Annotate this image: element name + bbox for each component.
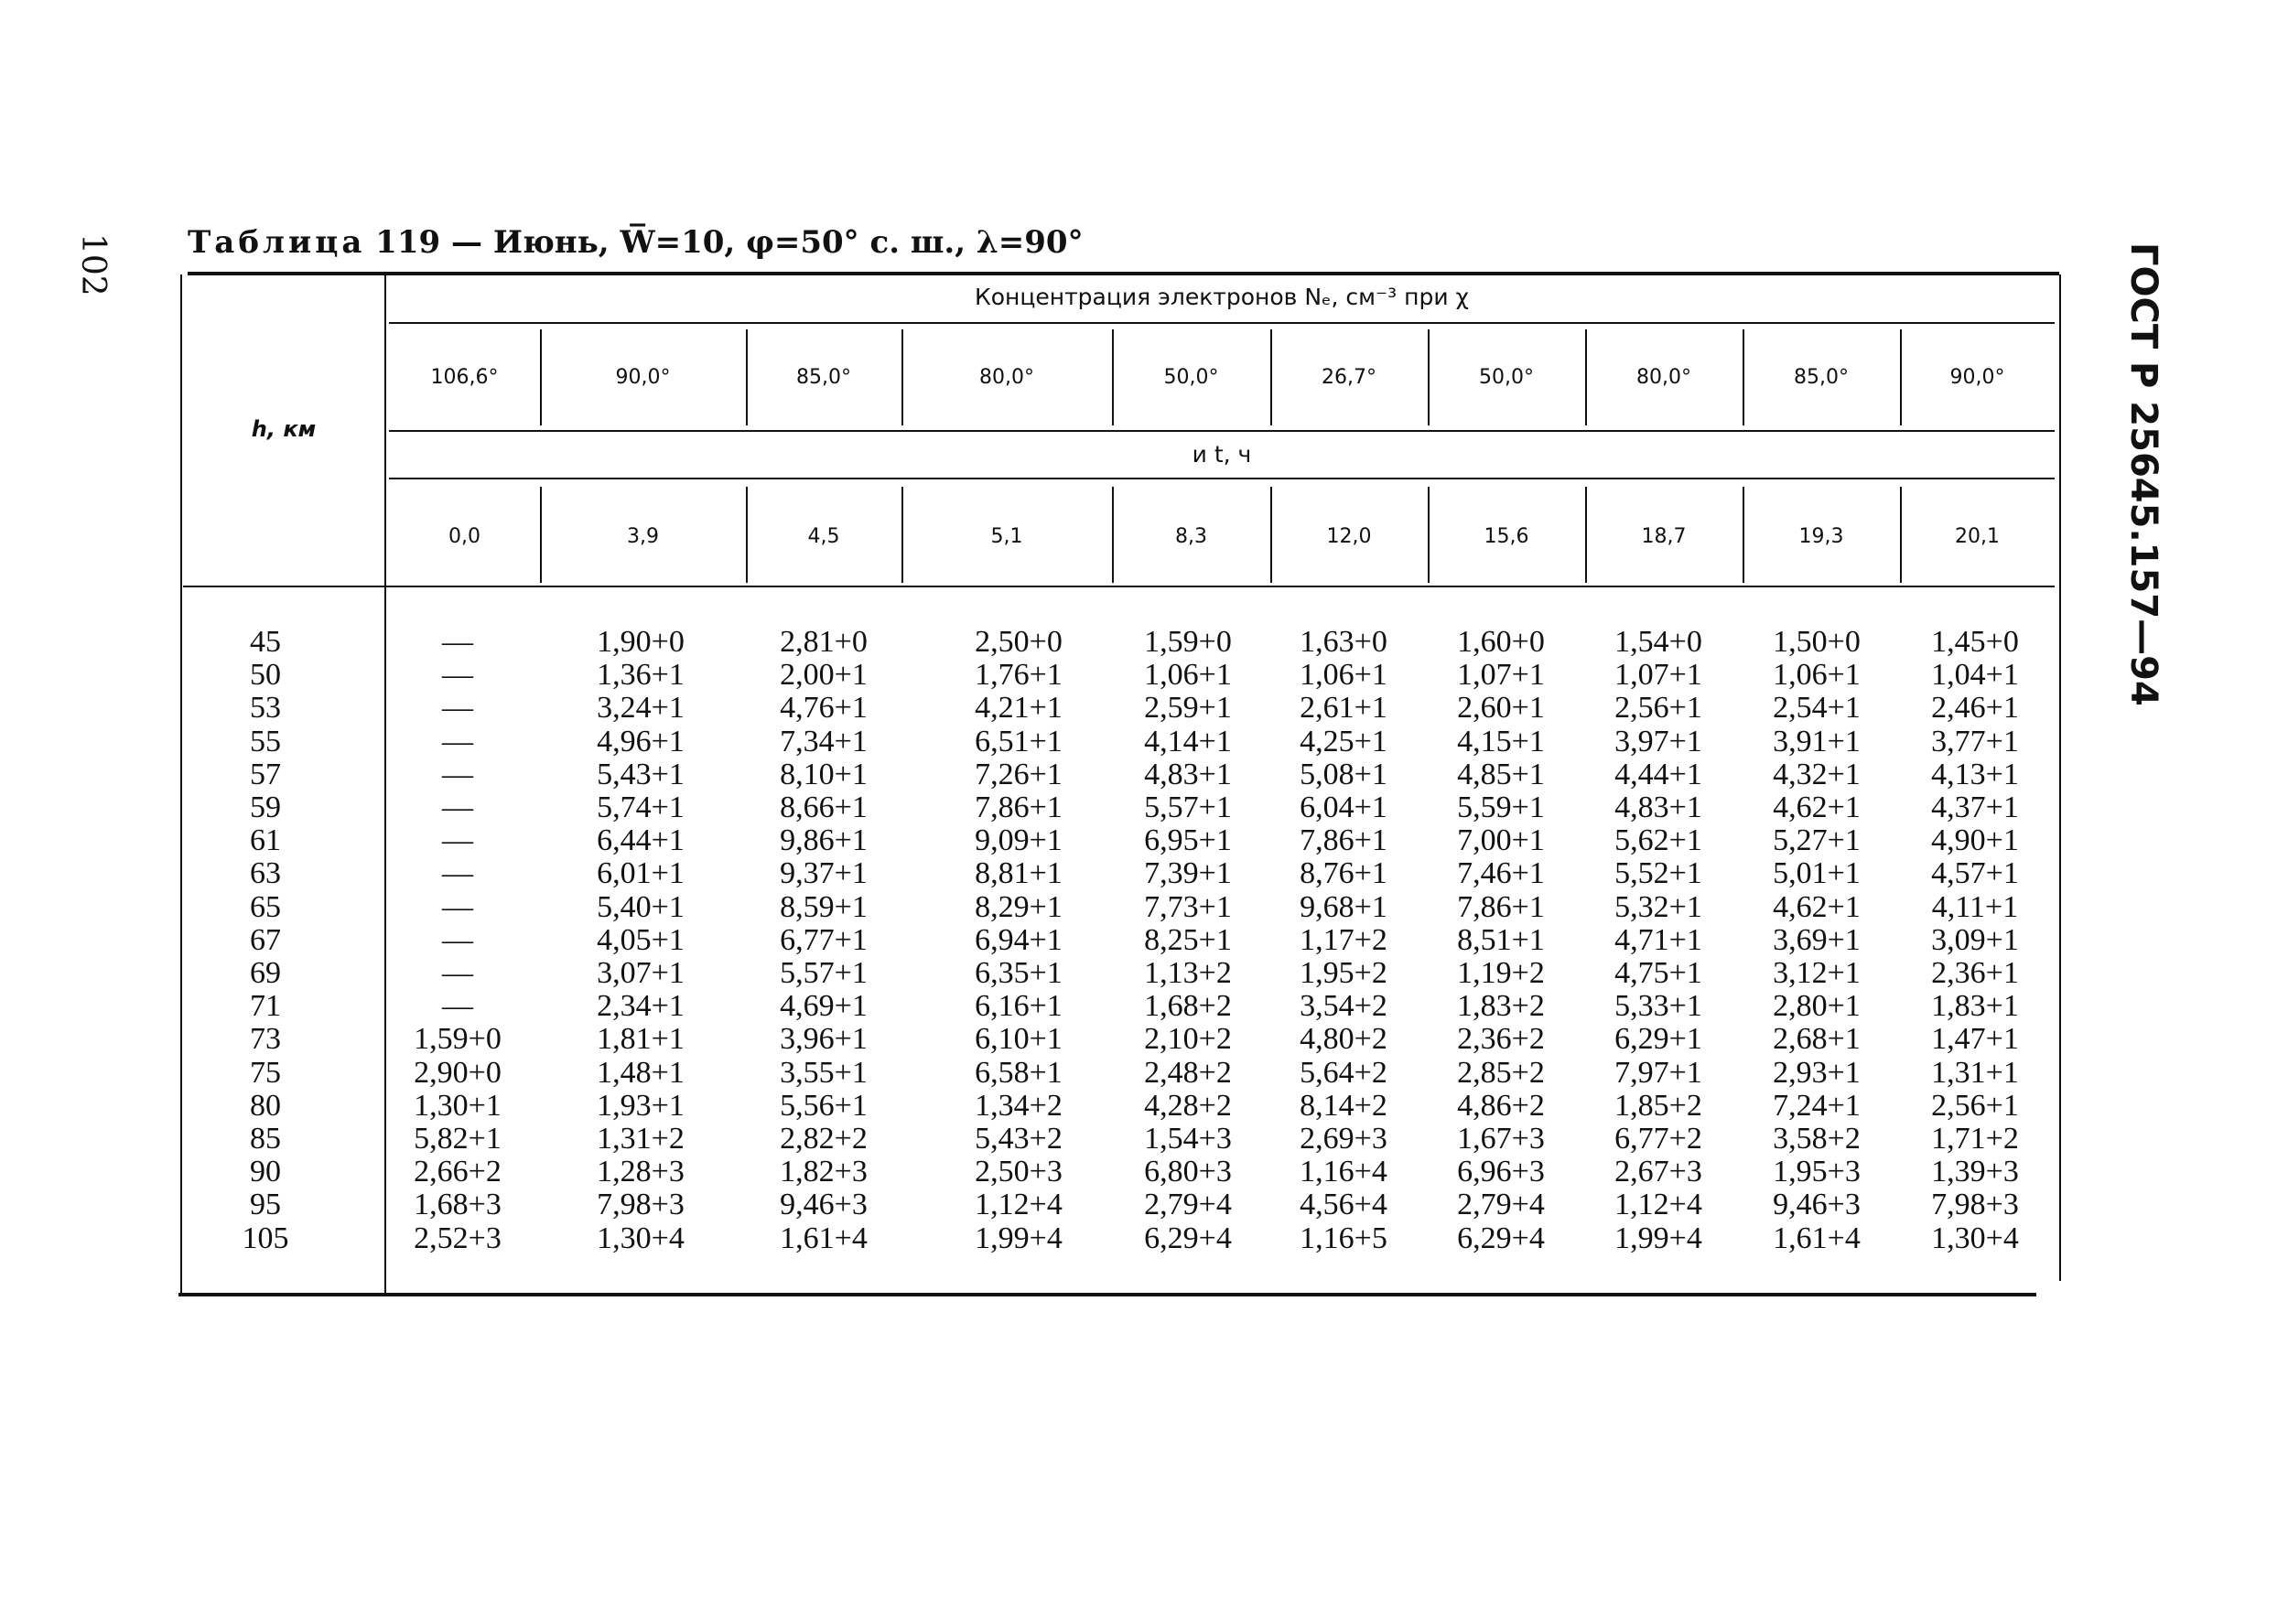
concentration-cell: 5,52+1 <box>1614 856 1702 890</box>
concentration-cell: 8,29+1 <box>975 890 1063 924</box>
time-header-cell: 4,5 <box>807 525 840 548</box>
concentration-cell: 5,01+1 <box>1773 856 1861 890</box>
concentration-cell: 2,79+4 <box>1457 1188 1545 1221</box>
time-header-cell: 15,6 <box>1484 525 1529 548</box>
altitude-cell: 65 <box>250 890 281 924</box>
concentration-cell: 1,59+0 <box>1144 625 1232 659</box>
concentration-cell: 2,79+4 <box>1144 1188 1232 1221</box>
concentration-cell: 8,76+1 <box>1300 856 1387 890</box>
table-title-lead: Таблица <box>188 224 366 261</box>
concentration-cell: 2,66+2 <box>414 1155 502 1188</box>
standard-designation: ГОСТ Р 25645.157—94 <box>2122 242 2164 706</box>
concentration-cell: 4,96+1 <box>597 725 685 758</box>
concentration-cell: — <box>442 923 473 957</box>
concentration-cell: 1,07+1 <box>1457 658 1545 692</box>
concentration-cell: 1,28+3 <box>597 1155 685 1188</box>
concentration-cell: 4,62+1 <box>1773 790 1861 824</box>
altitude-cell: 55 <box>250 725 281 758</box>
concentration-cell: 3,91+1 <box>1773 725 1861 758</box>
altitude-cell: 50 <box>250 658 281 692</box>
concentration-cell: 2,56+1 <box>1614 691 1702 725</box>
altitude-cell: 75 <box>250 1056 281 1090</box>
concentration-cell: 2,85+2 <box>1457 1056 1545 1090</box>
chi-header-cell: 26,7° <box>1322 366 1376 389</box>
concentration-cell: 2,50+3 <box>975 1155 1063 1188</box>
concentration-cell: 6,58+1 <box>975 1056 1063 1090</box>
concentration-cell: 5,82+1 <box>414 1122 502 1156</box>
altitude-cell: 90 <box>250 1155 281 1188</box>
time-header-cell: 0,0 <box>448 525 480 548</box>
concentration-cell: 9,37+1 <box>780 856 868 890</box>
concentration-cell: 4,83+1 <box>1144 758 1232 791</box>
concentration-cell: 7,97+1 <box>1614 1056 1702 1090</box>
concentration-cell: 2,46+1 <box>1931 691 2019 725</box>
row-header-label: h, км <box>251 416 317 442</box>
concentration-cell: 1,93+1 <box>597 1089 685 1123</box>
concentration-cell: 7,34+1 <box>780 725 868 758</box>
concentration-cell: 8,25+1 <box>1144 923 1232 957</box>
concentration-cell: 1,50+0 <box>1773 625 1861 659</box>
concentration-cell: 9,46+3 <box>780 1188 868 1221</box>
concentration-cell: 1,99+4 <box>1614 1221 1702 1255</box>
concentration-cell: 4,86+2 <box>1457 1089 1545 1123</box>
time-header-cell: 18,7 <box>1641 525 1687 548</box>
concentration-cell: 1,13+2 <box>1144 956 1232 990</box>
concentration-cell: 5,08+1 <box>1300 758 1387 791</box>
concentration-cell: — <box>442 989 473 1023</box>
concentration-cell: 2,80+1 <box>1773 989 1861 1023</box>
concentration-cell: 9,46+3 <box>1773 1188 1861 1221</box>
concentration-cell: 2,50+0 <box>975 625 1063 659</box>
concentration-cell: 4,21+1 <box>975 691 1063 725</box>
concentration-cell: 3,54+2 <box>1300 989 1387 1023</box>
concentration-cell: 6,29+4 <box>1457 1221 1545 1255</box>
concentration-cell: 1,06+1 <box>1300 658 1387 692</box>
chi-header-cell: 90,0° <box>1949 366 2005 389</box>
concentration-cell: 6,51+1 <box>975 725 1063 758</box>
concentration-cell: 2,67+3 <box>1614 1155 1702 1188</box>
header-rule-3 <box>389 478 2055 479</box>
time-header-cell: 12,0 <box>1326 525 1372 548</box>
concentration-cell: 7,39+1 <box>1144 856 1232 890</box>
concentration-cell: 4,80+2 <box>1300 1022 1387 1056</box>
concentration-cell: — <box>442 725 473 758</box>
concentration-cell: 4,13+1 <box>1931 758 2019 791</box>
time-label: и t, ч <box>1192 441 1252 468</box>
concentration-cell: 4,85+1 <box>1457 758 1545 791</box>
concentration-cell: — <box>442 790 473 824</box>
chi-header-cell: 50,0° <box>1163 366 1219 389</box>
concentration-cell: — <box>442 691 473 725</box>
chi-header-cell: 90,0° <box>615 366 671 389</box>
concentration-cell: 3,07+1 <box>597 956 685 990</box>
altitude-cell: 105 <box>242 1221 289 1255</box>
concentration-cell: 1,31+1 <box>1931 1056 2019 1090</box>
concentration-cell: 6,96+3 <box>1457 1155 1545 1188</box>
concentration-cell: 2,54+1 <box>1773 691 1861 725</box>
concentration-cell: 7,24+1 <box>1773 1089 1861 1123</box>
concentration-cell: 2,81+0 <box>780 625 868 659</box>
concentration-cell: 1,81+1 <box>597 1022 685 1056</box>
concentration-cell: 2,36+1 <box>1931 956 2019 990</box>
concentration-cell: 1,68+3 <box>414 1188 502 1221</box>
concentration-cell: 6,95+1 <box>1144 823 1232 857</box>
concentration-cell: 9,09+1 <box>975 823 1063 857</box>
altitude-cell: 80 <box>250 1089 281 1123</box>
altitude-cell: 95 <box>250 1188 281 1221</box>
concentration-cell: 8,81+1 <box>975 856 1063 890</box>
concentration-cell: 1,85+2 <box>1614 1089 1702 1123</box>
altitude-cell: 69 <box>250 956 281 990</box>
concentration-cell: 3,24+1 <box>597 691 685 725</box>
concentration-cell: 5,74+1 <box>597 790 685 824</box>
chi-header-cell: 80,0° <box>1636 366 1691 389</box>
concentration-cell: 2,82+2 <box>780 1122 868 1156</box>
concentration-cell: 4,56+4 <box>1300 1188 1387 1221</box>
concentration-cell: 6,94+1 <box>975 923 1063 957</box>
concentration-cell: 1,30+1 <box>414 1089 502 1123</box>
concentration-cell: 1,47+1 <box>1931 1022 2019 1056</box>
concentration-cell: 7,46+1 <box>1457 856 1545 890</box>
concentration-cell: 4,32+1 <box>1773 758 1861 791</box>
concentration-cell: 8,59+1 <box>780 890 868 924</box>
concentration-cell: 5,32+1 <box>1614 890 1702 924</box>
concentration-cell: 1,48+1 <box>597 1056 685 1090</box>
concentration-cell: 4,90+1 <box>1931 823 2019 857</box>
concentration-cell: 4,05+1 <box>597 923 685 957</box>
concentration-cell: 1,54+0 <box>1614 625 1702 659</box>
concentration-cell: 2,61+1 <box>1300 691 1387 725</box>
concentration-cell: 5,27+1 <box>1773 823 1861 857</box>
concentration-cell: 2,59+1 <box>1144 691 1232 725</box>
concentration-cell: 1,83+2 <box>1457 989 1545 1023</box>
concentration-cell: 4,25+1 <box>1300 725 1387 758</box>
table-top-rule <box>188 272 2059 275</box>
concentration-cell: 6,44+1 <box>597 823 685 857</box>
concentration-cell: 1,68+2 <box>1144 989 1232 1023</box>
altitude-cell: 67 <box>250 923 281 957</box>
concentration-cell: 2,90+0 <box>414 1056 502 1090</box>
concentration-cell: 1,45+0 <box>1931 625 2019 659</box>
concentration-cell: 4,57+1 <box>1931 856 2019 890</box>
altitude-cell: 63 <box>250 856 281 890</box>
table-right-border <box>2059 274 2061 1281</box>
concentration-cell: 3,58+2 <box>1773 1122 1861 1156</box>
concentration-cell: 1,59+0 <box>414 1022 502 1056</box>
concentration-cell: 2,00+1 <box>780 658 868 692</box>
concentration-cell: 2,34+1 <box>597 989 685 1023</box>
concentration-cell: 3,77+1 <box>1931 725 2019 758</box>
concentration-cell: 5,62+1 <box>1614 823 1702 857</box>
concentration-cell: 6,80+3 <box>1144 1155 1232 1188</box>
concentration-cell: 4,71+1 <box>1614 923 1702 957</box>
concentration-cell: 2,10+2 <box>1144 1022 1232 1056</box>
header-bottom-rule <box>183 586 2055 587</box>
concentration-cell: 6,77+2 <box>1614 1122 1702 1156</box>
concentration-cell: 6,29+4 <box>1144 1221 1232 1255</box>
table-title <box>188 224 1084 261</box>
concentration-cell: 7,73+1 <box>1144 890 1232 924</box>
concentration-cell: 1,06+1 <box>1773 658 1861 692</box>
table-bottom-rule <box>178 1293 2036 1296</box>
concentration-cell: 1,12+4 <box>975 1188 1063 1221</box>
chi-header-cell: 85,0° <box>1794 366 1849 389</box>
altitude-cell: 61 <box>250 823 281 857</box>
concentration-cell: 7,86+1 <box>1300 823 1387 857</box>
concentration-cell: 4,28+2 <box>1144 1089 1232 1123</box>
concentration-cell: 4,15+1 <box>1457 725 1545 758</box>
concentration-cell: 4,83+1 <box>1614 790 1702 824</box>
page-number: 102 <box>74 233 112 296</box>
concentration-cell: 8,66+1 <box>780 790 868 824</box>
concentration-cell: 1,90+0 <box>597 625 685 659</box>
concentration-cell: 7,98+3 <box>597 1188 685 1221</box>
concentration-cell: 1,30+4 <box>1931 1221 2019 1255</box>
concentration-cell: 4,69+1 <box>780 989 868 1023</box>
concentration-cell: 7,00+1 <box>1457 823 1545 857</box>
concentration-cell: 4,75+1 <box>1614 956 1702 990</box>
concentration-cell: — <box>442 758 473 791</box>
concentration-cell: 8,14+2 <box>1300 1089 1387 1123</box>
concentration-cell: 5,59+1 <box>1457 790 1545 824</box>
chi-header-cell: 85,0° <box>796 366 851 389</box>
concentration-cell: 1,61+4 <box>1773 1221 1861 1255</box>
altitude-cell: 53 <box>250 691 281 725</box>
concentration-cell: 2,69+3 <box>1300 1122 1387 1156</box>
concentration-cell: 6,16+1 <box>975 989 1063 1023</box>
concentration-cell: 1,71+2 <box>1931 1122 2019 1156</box>
concentration-cell: 1,31+2 <box>597 1122 685 1156</box>
concentration-cell: 8,51+1 <box>1457 923 1545 957</box>
concentration-cell: 3,97+1 <box>1614 725 1702 758</box>
concentration-cell: — <box>442 658 473 692</box>
concentration-cell: 9,86+1 <box>780 823 868 857</box>
concentration-cell: 1,99+4 <box>975 1221 1063 1255</box>
altitude-cell: 71 <box>250 989 281 1023</box>
concentration-cell: 1,17+2 <box>1300 923 1387 957</box>
concentration-cell: 1,76+1 <box>975 658 1063 692</box>
concentration-cell: 1,30+4 <box>597 1221 685 1255</box>
concentration-cell: 4,62+1 <box>1773 890 1861 924</box>
concentration-cell: — <box>442 890 473 924</box>
concentration-cell: 5,43+1 <box>597 758 685 791</box>
concentration-cell: 1,67+3 <box>1457 1122 1545 1156</box>
concentration-cell: 1,06+1 <box>1144 658 1232 692</box>
concentration-cell: 7,98+3 <box>1931 1188 2019 1221</box>
altitude-cell: 73 <box>250 1022 281 1056</box>
concentration-cell: 9,68+1 <box>1300 890 1387 924</box>
concentration-cell: 5,33+1 <box>1614 989 1702 1023</box>
concentration-cell: 1,12+4 <box>1614 1188 1702 1221</box>
concentration-cell: 7,86+1 <box>975 790 1063 824</box>
concentration-cell: 1,83+1 <box>1931 989 2019 1023</box>
concentration-cell: 1,60+0 <box>1457 625 1545 659</box>
chi-header-cell: 50,0° <box>1479 366 1534 389</box>
concentration-cell: 3,96+1 <box>780 1022 868 1056</box>
concentration-cell: 3,12+1 <box>1773 956 1861 990</box>
chi-header-cell: 80,0° <box>979 366 1034 389</box>
concentration-cell: 7,86+1 <box>1457 890 1545 924</box>
concentration-cell: 8,10+1 <box>780 758 868 791</box>
concentration-cell: 1,04+1 <box>1931 658 2019 692</box>
concentration-cell: 4,37+1 <box>1931 790 2019 824</box>
concentration-cell: 6,35+1 <box>975 956 1063 990</box>
concentration-cell: 5,57+1 <box>1144 790 1232 824</box>
concentration-cell: 5,43+2 <box>975 1122 1063 1156</box>
concentration-cell: 1,61+4 <box>780 1221 868 1255</box>
concentration-cell: 1,82+3 <box>780 1155 868 1188</box>
concentration-cell: 1,39+3 <box>1931 1155 2019 1188</box>
concentration-cell: 4,44+1 <box>1614 758 1702 791</box>
altitude-cell: 85 <box>250 1122 281 1156</box>
concentration-cell: 5,40+1 <box>597 890 685 924</box>
concentration-cell: — <box>442 956 473 990</box>
table-left-border <box>180 274 182 1295</box>
concentration-cell: 5,56+1 <box>780 1089 868 1123</box>
header-rule-2 <box>389 430 2055 432</box>
concentration-cell: 2,36+2 <box>1457 1022 1545 1056</box>
concentration-cell: 2,93+1 <box>1773 1056 1861 1090</box>
concentration-cell: 6,77+1 <box>780 923 868 957</box>
concentration-cell: 2,68+1 <box>1773 1022 1861 1056</box>
concentration-cell: 2,52+3 <box>414 1221 502 1255</box>
concentration-cell: 2,56+1 <box>1931 1089 2019 1123</box>
time-header-cell: 3,9 <box>627 525 659 548</box>
concentration-cell: 1,07+1 <box>1614 658 1702 692</box>
concentration-cell: 1,36+1 <box>597 658 685 692</box>
time-header-cell: 19,3 <box>1798 525 1844 548</box>
concentration-cell: 5,57+1 <box>780 956 868 990</box>
concentration-cell: 4,76+1 <box>780 691 868 725</box>
concentration-cell: 4,14+1 <box>1144 725 1232 758</box>
concentration-cell: 3,55+1 <box>780 1056 868 1090</box>
concentration-cell: 1,16+5 <box>1300 1221 1387 1255</box>
time-header-cell: 8,3 <box>1175 525 1207 548</box>
concentration-cell: 6,04+1 <box>1300 790 1387 824</box>
concentration-cell: 1,19+2 <box>1457 956 1545 990</box>
concentration-cell: 1,95+2 <box>1300 956 1387 990</box>
concentration-cell: 6,10+1 <box>975 1022 1063 1056</box>
concentration-cell: — <box>442 823 473 857</box>
table-title-rest: 119 — Июнь, W̅=10, φ=50° с. ш., λ=90° <box>375 224 1084 261</box>
concentration-cell: 1,54+3 <box>1144 1122 1232 1156</box>
concentration-label: Концентрация электронов Nₑ, см⁻³ при χ <box>974 284 1469 310</box>
header-rule-1 <box>389 322 2055 324</box>
concentration-cell: 6,29+1 <box>1614 1022 1702 1056</box>
altitude-cell: 57 <box>250 758 281 791</box>
concentration-cell: 7,26+1 <box>975 758 1063 791</box>
concentration-cell: 5,64+2 <box>1300 1056 1387 1090</box>
concentration-cell: — <box>442 856 473 890</box>
concentration-cell: — <box>442 625 473 659</box>
concentration-cell: 1,16+4 <box>1300 1155 1387 1188</box>
altitude-cell: 45 <box>250 625 281 659</box>
concentration-cell: 2,60+1 <box>1457 691 1545 725</box>
chi-header-cell: 106,6° <box>430 366 499 389</box>
time-header-cell: 20,1 <box>1955 525 2000 548</box>
concentration-cell: 6,01+1 <box>597 856 685 890</box>
concentration-cell: 4,11+1 <box>1931 890 2019 924</box>
time-header-cell: 5,1 <box>990 525 1023 548</box>
concentration-cell: 3,69+1 <box>1773 923 1861 957</box>
concentration-cell: 3,09+1 <box>1931 923 2019 957</box>
concentration-cell: 1,34+2 <box>975 1089 1063 1123</box>
concentration-cell: 1,63+0 <box>1300 625 1387 659</box>
concentration-cell: 1,95+3 <box>1773 1155 1861 1188</box>
altitude-cell: 59 <box>250 790 281 824</box>
concentration-cell: 2,48+2 <box>1144 1056 1232 1090</box>
